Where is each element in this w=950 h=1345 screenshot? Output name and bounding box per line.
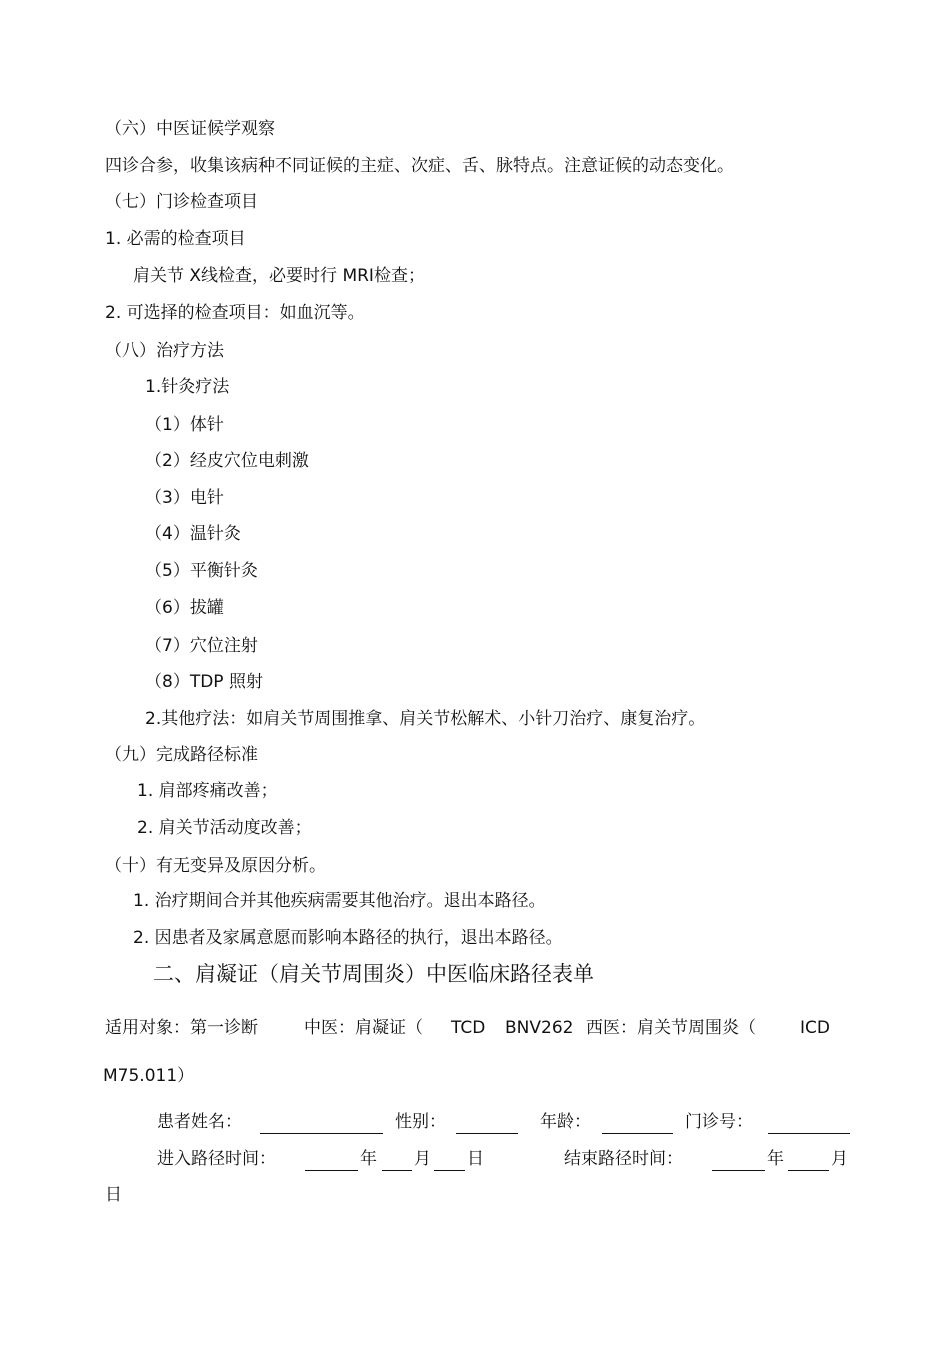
- patient-name-label: 患者姓名：: [157, 1112, 242, 1132]
- item-10-1: 1. 治疗期间合并其他疾病需要其他治疗。退出本路径。: [133, 891, 546, 911]
- enter-month-field[interactable]: [382, 1151, 412, 1171]
- age-label: 年龄：: [540, 1112, 591, 1132]
- gender-field[interactable]: [456, 1114, 518, 1134]
- item-8-1-2: （2）经皮穴位电刺激: [145, 451, 309, 471]
- enter-day-label: 日: [467, 1149, 484, 1169]
- age-field[interactable]: [602, 1114, 673, 1134]
- applies-tcd-label: TCD: [451, 1018, 486, 1038]
- patient-name-field[interactable]: [260, 1114, 383, 1134]
- item-8-1-6: （6）拔罐: [145, 598, 224, 618]
- section-title: 二、肩凝证（肩关节周围炎）中医临床路径表单: [153, 962, 594, 986]
- end-time-label: 结束路径时间：: [564, 1149, 683, 1169]
- heading-10: （十）有无变异及原因分析。: [105, 856, 326, 876]
- applies-tcm: 中医：肩凝证（: [304, 1018, 423, 1038]
- heading-7: （七）门诊检查项目: [105, 192, 258, 212]
- item-8-1-7: （7）穴位注射: [145, 636, 258, 656]
- item-8-2: 2.其他疗法：如肩关节周围推拿、肩关节松解术、小针刀治疗、康复治疗。: [145, 709, 706, 729]
- heading-6: （六）中医证候学观察: [105, 119, 275, 139]
- applies-icd-code: M75.011）: [103, 1066, 195, 1086]
- end-day-label: 日: [105, 1185, 122, 1205]
- clinic-number-field[interactable]: [768, 1114, 850, 1134]
- enter-month-label: 月: [414, 1149, 431, 1169]
- enter-year-field[interactable]: [305, 1151, 358, 1171]
- heading-9: （九）完成路径标准: [105, 745, 258, 765]
- enter-time-label: 进入路径时间：: [157, 1149, 276, 1169]
- end-year-label: 年: [767, 1149, 784, 1169]
- item-9-1: 1. 肩部疼痛改善；: [137, 781, 278, 801]
- item-8-1-8: （8）TDP 照射: [145, 672, 263, 692]
- applies-tcd-code: BNV262: [505, 1018, 574, 1038]
- item-8-1-1: （1）体针: [145, 415, 224, 435]
- applies-western: 西医：肩关节周围炎（: [586, 1018, 756, 1038]
- end-month-label: 月: [831, 1149, 848, 1169]
- end-month-field[interactable]: [788, 1151, 829, 1171]
- enter-day-field[interactable]: [434, 1151, 465, 1171]
- item-7-2: 2. 可选择的检查项目：如血沉等。: [105, 303, 365, 323]
- heading-8: （八）治疗方法: [105, 341, 224, 361]
- item-9-2: 2. 肩关节活动度改善；: [137, 818, 312, 838]
- item-8-1-4: （4）温针灸: [145, 524, 241, 544]
- enter-year-label: 年: [360, 1149, 377, 1169]
- item-8-1: 1.针灸疗法: [145, 377, 230, 397]
- item-7-1: 1. 必需的检查项目: [105, 229, 246, 249]
- applies-first-diagnosis: 适用对象：第一诊断: [105, 1018, 258, 1038]
- item-8-1-3: （3）电针: [145, 488, 224, 508]
- clinic-number-label: 门诊号：: [685, 1112, 753, 1132]
- applies-icd-label: ICD: [800, 1018, 830, 1038]
- item-10-2: 2. 因患者及家属意愿而影响本路径的执行，退出本路径。: [133, 928, 563, 948]
- end-year-field[interactable]: [712, 1151, 765, 1171]
- item-7-1-detail: 肩关节 X线检查，必要时行 MRI检查；: [133, 266, 425, 286]
- item-8-1-5: （5）平衡针灸: [145, 561, 258, 581]
- gender-label: 性别：: [395, 1112, 446, 1132]
- paragraph-6: 四诊合参，收集该病种不同证候的主症、次症、舌、脉特点。注意证候的动态变化。: [105, 156, 734, 176]
